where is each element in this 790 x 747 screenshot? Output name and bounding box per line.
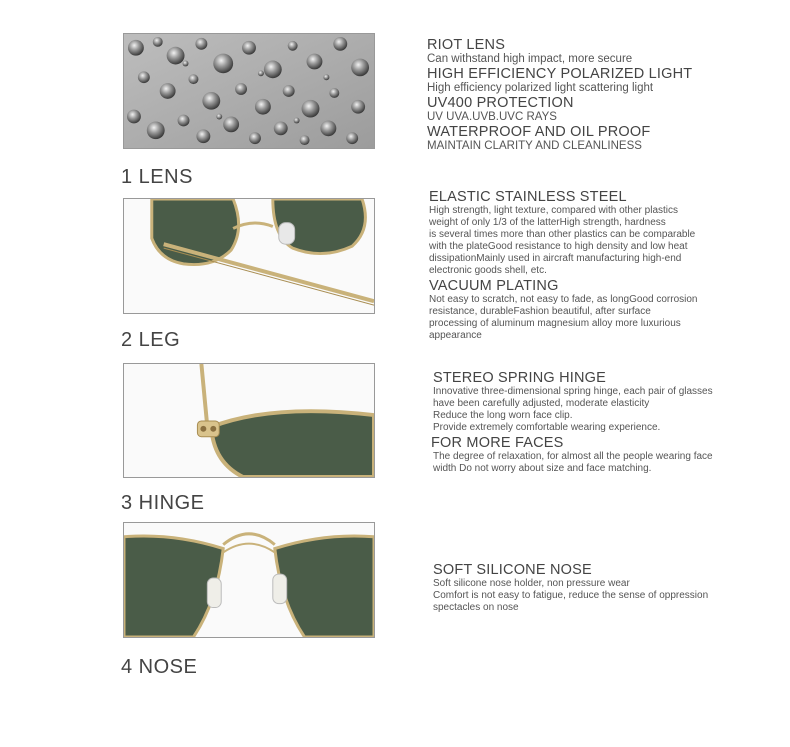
feature-line: width Do not worry about size and face matching. (433, 463, 652, 474)
feature-line: Innovative three-dimensional spring hinge, each pair of glasses (433, 386, 713, 397)
feature-line: dissipationMainly used in aircraft manufacturing high-end (429, 253, 682, 264)
feature-line: is several times more than other plastics can be comparable (429, 229, 696, 240)
feature-line: processing of aluminum magnesium alloy more luxurious (429, 318, 681, 329)
feature-line: Comfort is not easy to fatigue, reduce the sense of oppression (433, 590, 709, 601)
hinge-photo (123, 363, 375, 478)
feature-desc: High efficiency polarized light scattering light (427, 82, 654, 94)
feature-line: Not easy to scratch, not easy to fade, as longGood corrosion (429, 294, 698, 305)
nose-features (433, 563, 708, 614)
feature-line: The degree of relaxation, for almost all the people wearing face (433, 451, 713, 462)
section-label-leg: 2 LEG (121, 329, 181, 351)
lens-droplets-photo (123, 33, 375, 149)
feature-desc: Can withstand high impact, more secure (427, 53, 633, 65)
feature-line: weight of only 1/3 of the latterHigh strength, hardness (429, 217, 666, 228)
feature-title: FOR MORE FACES (431, 435, 564, 451)
section-label-hinge: 3 HINGE (121, 492, 205, 514)
feature-title: VACUUM PLATING (429, 278, 559, 294)
feature-title: RIOT LENS (427, 37, 506, 53)
feature-line: appearance (429, 330, 482, 341)
feature-line: have been carefully adjusted, moderate elasticity (433, 398, 650, 409)
feature-title: SOFT SILICONE NOSE (433, 562, 592, 578)
feature-line: electronic goods shell, etc. (429, 265, 547, 276)
nose-pad-photo (123, 522, 375, 638)
section-label-lens: 1 LENS (121, 166, 193, 188)
feature-line: Provide extremely comfortable wearing experience. (433, 422, 661, 433)
leg-temple-photo (123, 198, 375, 314)
lens-features (427, 38, 692, 153)
feature-line: Reduce the long worn face clip. (433, 410, 573, 421)
feature-title: HIGH EFFICIENCY POLARIZED LIGHT (427, 66, 693, 82)
feature-title: UV400 PROTECTION (427, 95, 574, 111)
feature-title: ELASTIC STAINLESS STEEL (429, 189, 627, 205)
section-label-nose: 4 NOSE (121, 656, 198, 678)
leg-features (429, 190, 697, 342)
feature-line: Soft silicone nose holder, non pressure wear (433, 578, 630, 589)
feature-line: resistance, durableFashion beautiful, after surface (429, 306, 651, 317)
feature-title: WATERPROOF AND OIL PROOF (427, 124, 651, 140)
feature-desc: MAINTAIN CLARITY AND CLEANLINESS (427, 140, 642, 152)
feature-desc: UV UVA.UVB.UVC RAYS (427, 111, 557, 123)
feature-line: spectacles on nose (433, 602, 519, 613)
hinge-features (433, 371, 713, 475)
feature-title: STEREO SPRING HINGE (433, 370, 606, 386)
feature-line: High strength, light texture, compared with other plastics (429, 205, 679, 216)
feature-line: with the plateGood resistance to high density and low heat (429, 241, 688, 252)
